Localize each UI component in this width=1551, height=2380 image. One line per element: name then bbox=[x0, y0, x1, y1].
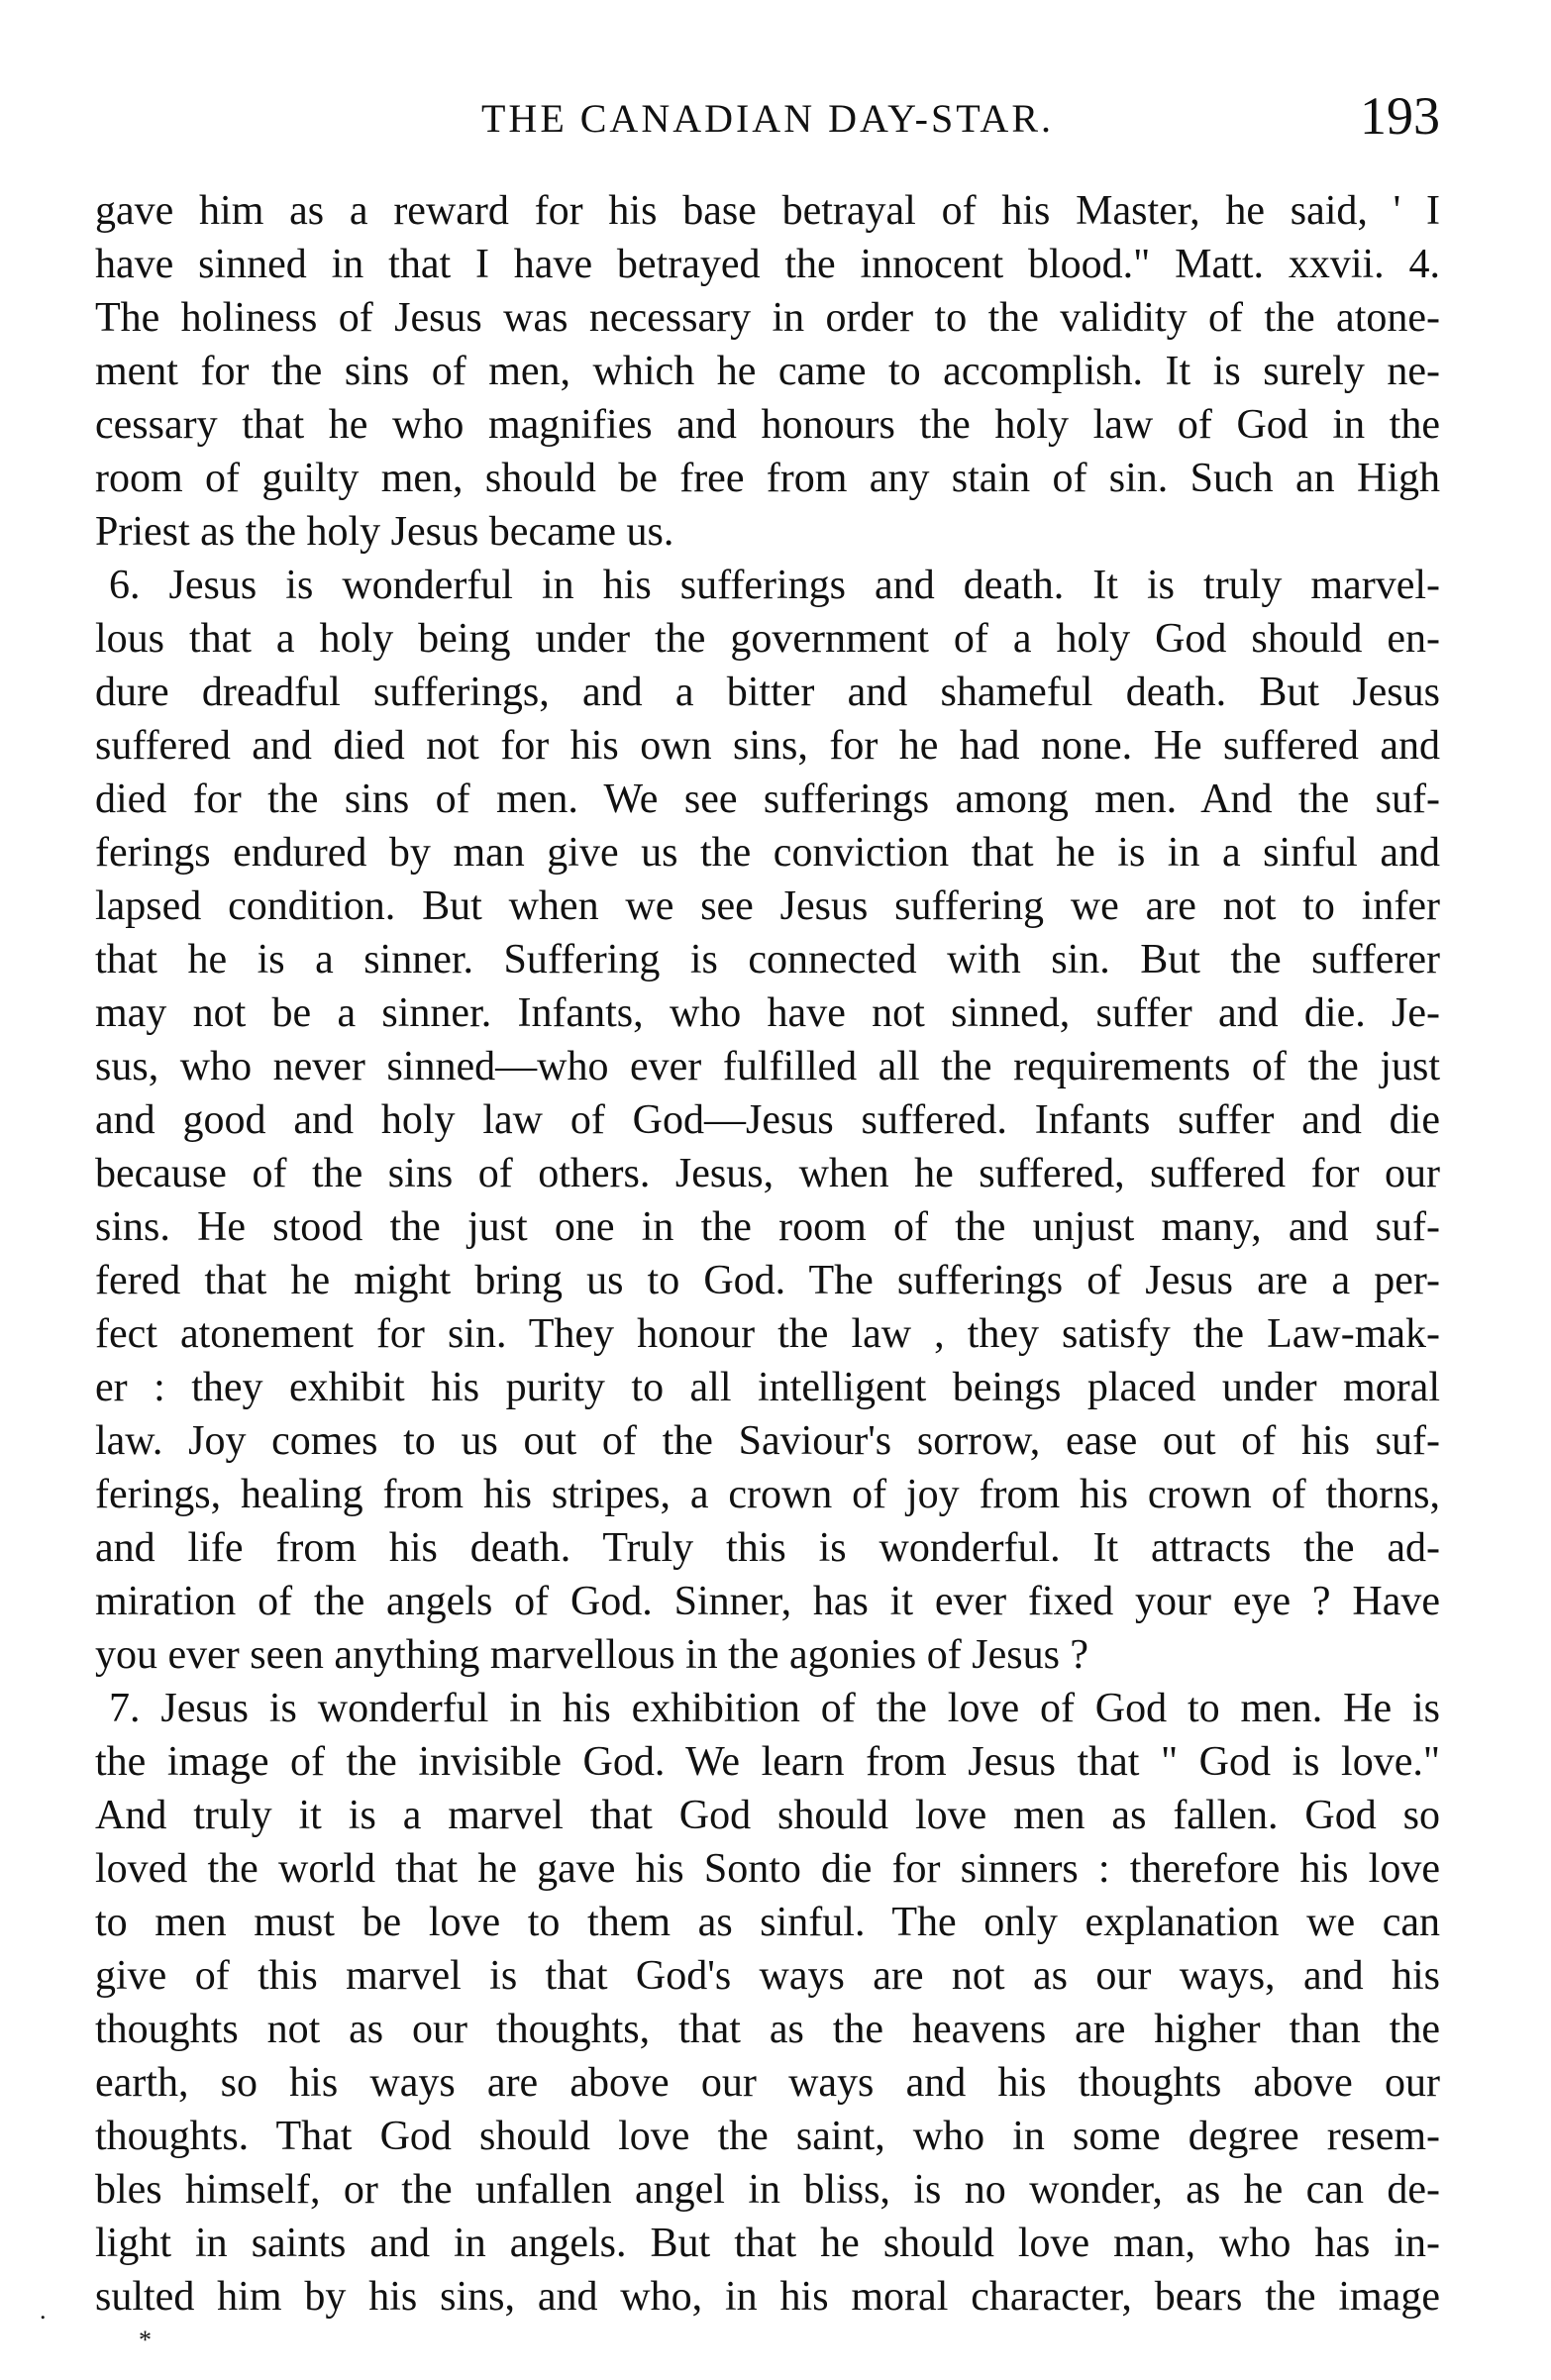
text-line: sins. He stood the just one in the room of the unjust many, and suf- bbox=[95, 1204, 1440, 1250]
text-line: lous that a holy being under the government of a holy God should en- bbox=[95, 616, 1440, 662]
text-line: may not be a sinner. Infants, who have not sinned, suffer and die. Je- bbox=[95, 990, 1440, 1036]
text-line: sulted him by his sins, and who, in his moral character, bears the image bbox=[95, 2274, 1440, 2320]
text-line: lapsed condition. But when we see Jesus suffering we are not to infer bbox=[95, 883, 1440, 929]
page-number: 193 bbox=[1360, 86, 1440, 146]
text-line: law. Joy comes to us out of the Saviour's sorrow, ease out of his suf- bbox=[95, 1418, 1440, 1464]
footer-mark: * bbox=[139, 2326, 152, 2354]
text-line: 6. Jesus is wonderful in his sufferings and death. It is truly marvel- bbox=[109, 563, 1440, 608]
text-line: suffered and died not for his own sins, for he had none. He suffered and bbox=[95, 723, 1440, 769]
text-line: The holiness of Jesus was necessary in order to the validity of the atone- bbox=[95, 295, 1440, 341]
text-line: ment for the sins of men, which he came to accomplish. It is surely ne- bbox=[95, 349, 1440, 394]
text-line: that he is a sinner. Suffering is connected with sin. But the sufferer bbox=[95, 937, 1440, 983]
text-line: miration of the angels of God. Sinner, has it ever fixed your eye ? Have bbox=[95, 1579, 1440, 1624]
text-line: loved the world that he gave his Sonto die for sinners : therefore his love bbox=[95, 1846, 1440, 1892]
text-line: thoughts not as our thoughts, that as the heavens are higher than the bbox=[95, 2007, 1440, 2052]
book-page bbox=[95, 79, 1440, 2324]
text-line: 7. Jesus is wonderful in his exhibition of the love of God to men. He is bbox=[109, 1686, 1440, 1731]
text-line: give of this marvel is that God's ways are not as our ways, and his bbox=[95, 1953, 1440, 1999]
text-line: ferings endured by man give us the conviction that he is in a sinful and bbox=[95, 830, 1440, 876]
text-line: fered that he might bring us to God. The sufferings of Jesus are a per- bbox=[95, 1258, 1440, 1303]
text-line: bles himself, or the unfallen angel in bliss, is no wonder, as he can de- bbox=[95, 2167, 1440, 2213]
text-line: fect atonement for sin. They honour the law , they satisfy the Law-mak- bbox=[95, 1311, 1440, 1357]
text-line: and life from his death. Truly this is wonderful. It attracts the ad- bbox=[95, 1525, 1440, 1571]
text-line: thoughts. That God should love the saint, who in some degree resem- bbox=[95, 2114, 1440, 2159]
text-line: cessary that he who magnifies and honours the holy law of God in the bbox=[95, 402, 1440, 448]
text-line: to men must be love to them as sinful. The only explanation we can bbox=[95, 1900, 1440, 1945]
running-title: THE CANADIAN DAY-STAR. bbox=[481, 96, 1054, 141]
margin-mark: . bbox=[40, 2296, 47, 2325]
text-line: er : they exhibit his purity to all intelligent beings placed under moral bbox=[95, 1365, 1440, 1410]
text-line: sus, who never sinned—who ever fulfilled all the requirements of the just bbox=[95, 1044, 1440, 1089]
text-line: have sinned in that I have betrayed the innocent blood." Matt. xxvii. 4. bbox=[95, 242, 1440, 287]
text-line: room of guilty men, should be free from any stain of sin. Such an High bbox=[95, 456, 1440, 501]
text-line: the image of the invisible God. We learn from Jesus that " God is love." bbox=[95, 1739, 1440, 1785]
text-line: gave him as a reward for his base betrayal of his Master, he said, ' I bbox=[95, 188, 1440, 234]
page-header bbox=[95, 79, 1440, 158]
text-line: ferings, healing from his stripes, a crown of joy from his crown of thorns, bbox=[95, 1472, 1440, 1517]
text-line: died for the sins of men. We see sufferings among men. And the suf- bbox=[95, 776, 1440, 822]
text-line: And truly it is a marvel that God should love men as fallen. God so bbox=[95, 1793, 1440, 1838]
text-line: earth, so his ways are above our ways and his thoughts above our bbox=[95, 2060, 1440, 2106]
text-line: you ever seen anything marvellous in the agonies of Jesus ? bbox=[95, 1632, 1089, 1678]
text-line: Priest as the holy Jesus became us. bbox=[95, 509, 674, 555]
text-line: light in saints and in angels. But that he should love man, who has in- bbox=[95, 2221, 1440, 2266]
text-line: dure dreadful sufferings, and a bitter and shameful death. But Jesus bbox=[95, 670, 1440, 715]
body-text bbox=[95, 184, 1440, 2324]
text-line: because of the sins of others. Jesus, when he suffered, suffered for our bbox=[95, 1151, 1440, 1196]
text-line: and good and holy law of God—Jesus suffered. Infants suffer and die bbox=[95, 1097, 1440, 1143]
